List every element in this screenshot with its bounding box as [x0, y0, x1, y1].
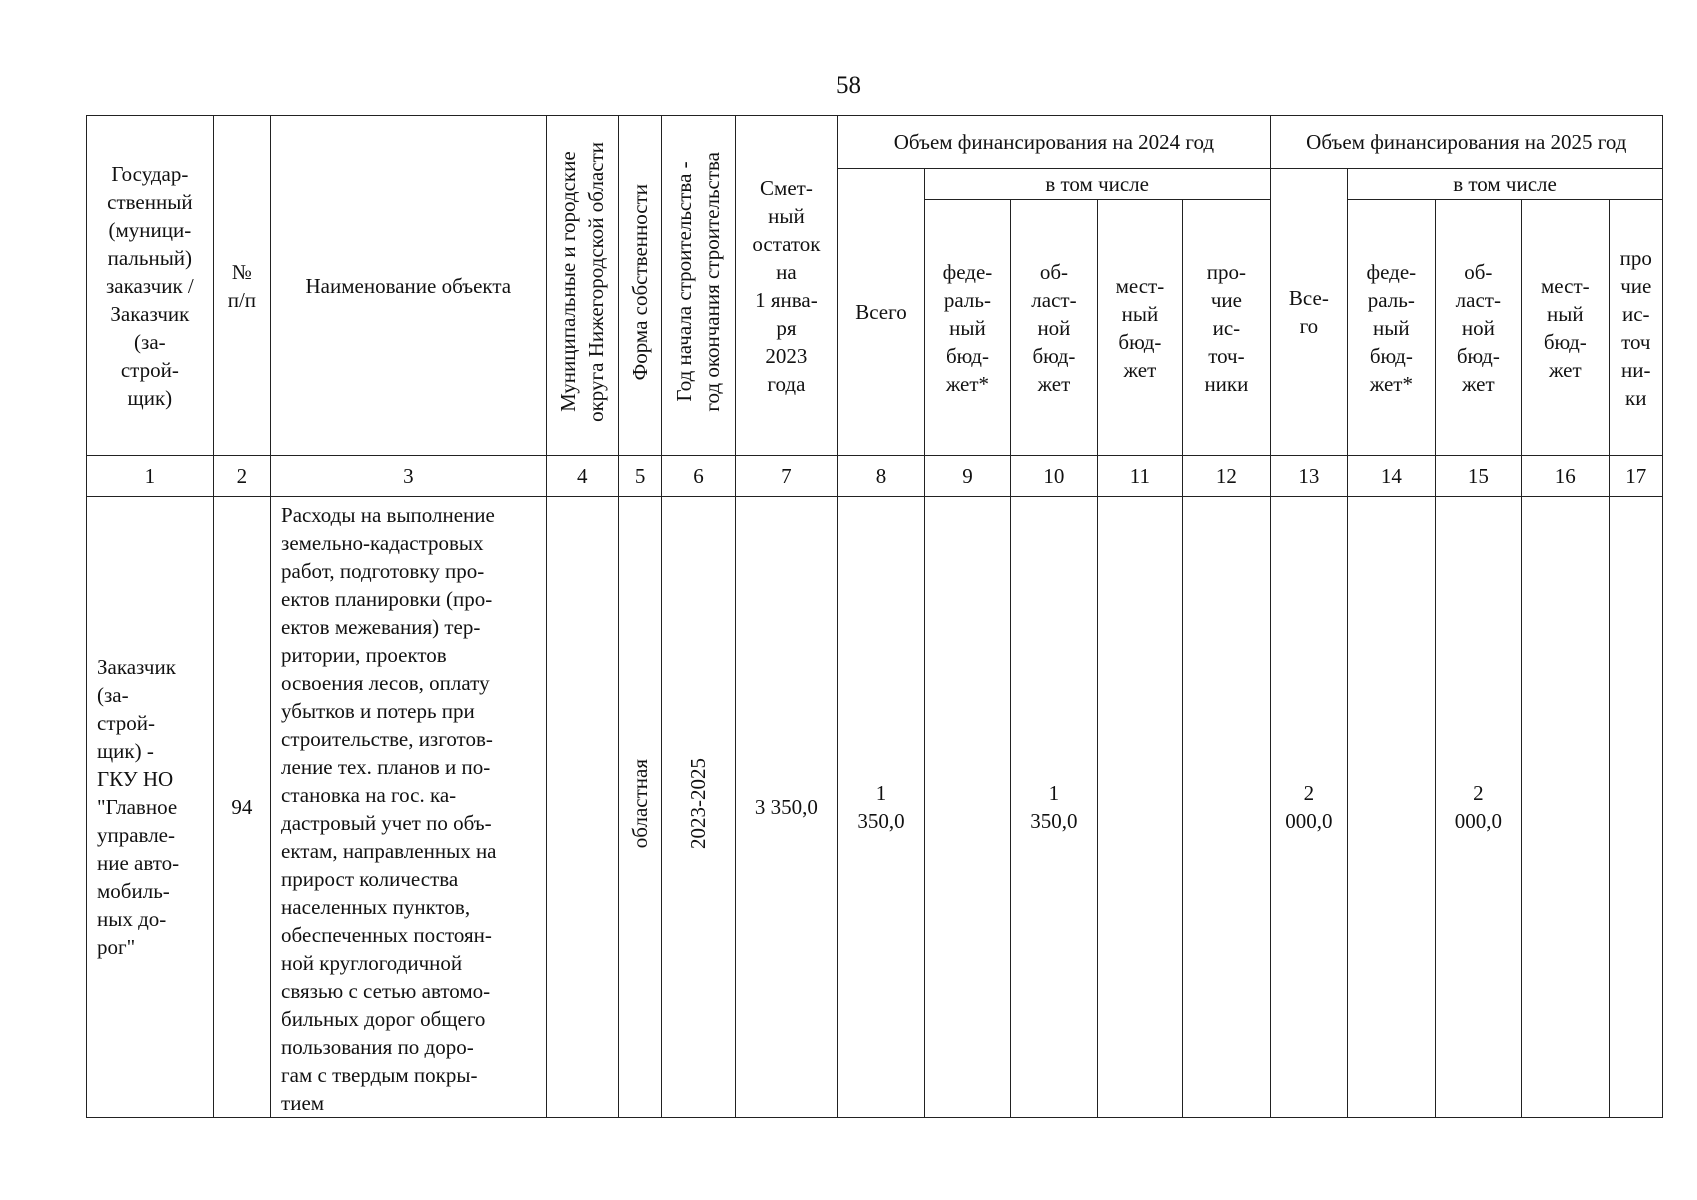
row-total-2025: 2 000,0 [1270, 497, 1347, 1118]
row-loc-2024 [1097, 497, 1182, 1118]
row-years-text: 2023-2025 [686, 758, 711, 849]
row-total-2024: 1 350,0 [838, 497, 924, 1118]
header-loc-2025: мест- ный бюд- жет [1522, 200, 1609, 456]
column-number: 8 [838, 456, 924, 497]
header-oth-2024: про- чие ис- точ- ники [1183, 200, 1271, 456]
column-number: 1 [87, 456, 214, 497]
header-total-2025: Все- го [1270, 169, 1347, 456]
header-incl-2025: в том числе [1348, 169, 1663, 200]
row-reg-2025: 2 000,0 [1435, 497, 1521, 1118]
row-estimate: 3 350,0 [735, 497, 838, 1118]
row-oth-2024 [1183, 497, 1271, 1118]
header-fed-2024: феде- раль- ный бюд- жет* [924, 200, 1010, 456]
row-customer: Заказчик (за- строй- щик) - ГКУ НО "Главное управле- ние авто- мобиль- ных до- рог" [87, 497, 214, 1118]
header-estimate: Смет- ный остаток на 1 янва- ря 2023 года [735, 116, 838, 456]
column-number: 16 [1522, 456, 1609, 497]
header-ownership-text: Форма собственности [628, 183, 653, 381]
header-customer: Государ- ственный (муници- пальный) заказчик / Заказчик (за- строй- щик) [87, 116, 214, 456]
header-fin-2025: Объем финансирования на 2025 год [1270, 116, 1662, 169]
header-municipal-text: Муниципальные и городские округа Нижегородской области [556, 142, 609, 422]
row-ownership [619, 497, 662, 1118]
column-number: 17 [1609, 456, 1662, 497]
column-number: 2 [213, 456, 270, 497]
row-object-name: Расходы на выполнение земельно-кадастровых работ, подготовку про- ектов планировки (про- ектов межевания) тер- ритории, проектов освоения лесов, оплату убытков и потерь при строительстве, изготов- ление тех. планов и по- становка на гос. ка- дастровый учет по объ- ектам, направленных на прирост количества населенных пунктов, обеспеченных постоян- ной круглогодичной связью с сетью автомо- бильных дорог общего пользования по доро- гам с твердым покры- тием [271, 497, 547, 1118]
table-row [87, 497, 1663, 1118]
header-ownership [619, 116, 662, 456]
column-number: 10 [1011, 456, 1097, 497]
header-row-1 [87, 116, 1663, 169]
column-number: 11 [1097, 456, 1182, 497]
column-number: 13 [1270, 456, 1347, 497]
header-loc-2024: мест- ный бюд- жет [1097, 200, 1182, 456]
row-municipal [546, 497, 618, 1118]
column-number: 15 [1435, 456, 1521, 497]
row-reg-2024: 1 350,0 [1011, 497, 1097, 1118]
header-years-text: Год начала строительства - год окончания строительства [672, 152, 725, 412]
header-reg-2024: об- ласт- ной бюд- жет [1011, 200, 1097, 456]
header-fed-2025: феде- раль- ный бюд- жет* [1348, 200, 1435, 456]
row-num: 94 [213, 497, 270, 1118]
header-reg-2025: об- ласт- ной бюд- жет [1435, 200, 1521, 456]
page-number: 58 [836, 72, 861, 99]
row-ownership-text: областная [628, 758, 653, 849]
column-number: 12 [1183, 456, 1271, 497]
row-fed-2025 [1348, 497, 1435, 1118]
header-total-2024: Всего [838, 169, 924, 456]
column-number: 7 [735, 456, 838, 497]
column-number: 4 [546, 456, 618, 497]
header-num: № п/п [213, 116, 270, 456]
column-number: 6 [662, 456, 735, 497]
row-fed-2024 [924, 497, 1010, 1118]
column-number: 9 [924, 456, 1010, 497]
header-fin-2024: Объем финансирования на 2024 год [838, 116, 1270, 169]
header-oth-2025: про чие ис- точ ни- ки [1609, 200, 1662, 456]
column-number: 5 [619, 456, 662, 497]
column-number-row [87, 456, 1663, 497]
header-years [662, 116, 735, 456]
header-municipal [546, 116, 618, 456]
header-object-name: Наименование объекта [271, 116, 547, 456]
row-loc-2025 [1522, 497, 1609, 1118]
column-number: 3 [271, 456, 547, 497]
column-number: 14 [1348, 456, 1435, 497]
row-years [662, 497, 735, 1118]
financing-table [86, 115, 1663, 1118]
header-incl-2024: в том числе [924, 169, 1270, 200]
row-oth-2025 [1609, 497, 1662, 1118]
